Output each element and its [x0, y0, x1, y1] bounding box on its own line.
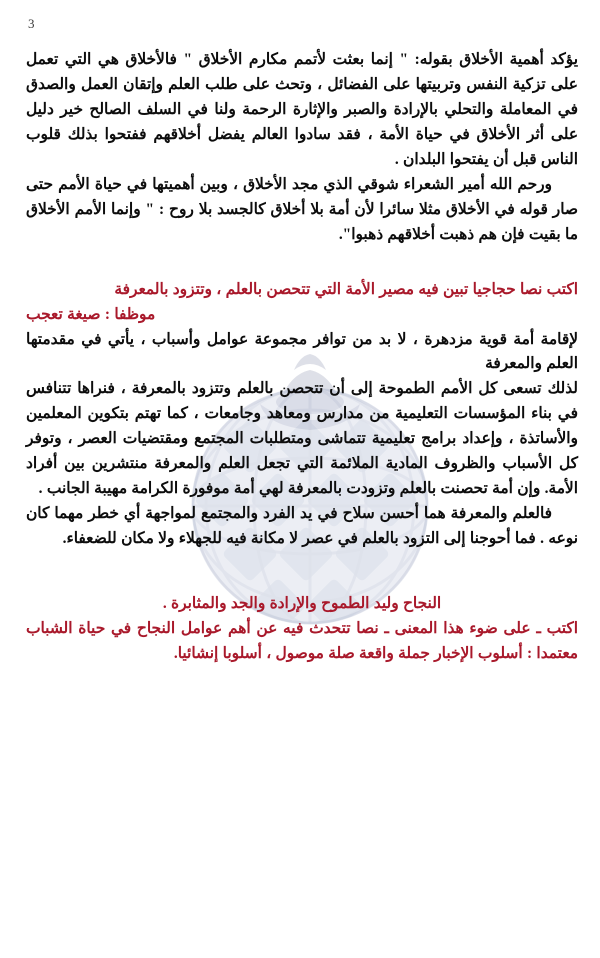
- answer-paragraph-1: لإقامة أمة قوية مزدهرة ، لا بد من توافر مجموعة عوامل وأسباب ، يأتي في مقدمتها العلم والمعرفة: [26, 330, 578, 373]
- prompt-2-line-1: النجاح وليد الطموح والإرادة والجد والمثابرة .: [162, 595, 442, 613]
- prompt-2-line-2: اكتب ـ على ضوء هذا المعنى ـ نصا تتحدث فيه عن أهم عوامل النجاح في حياة الشباب معتمدا : أسلوب الإخبار جملة واقعة صلة موصول ، أسلوبا إنشائيا.: [26, 620, 578, 663]
- page-number: 3: [28, 16, 35, 31]
- prompt-1-line-1: اكتب نصا حجاجيا تبين فيه مصير الأمة التي تتحصن بالعلم ، وتتزود بالمعرفة: [114, 280, 578, 298]
- answer-paragraph-3: فالعلم والمعرفة هما أحسن سلاح في يد الفرد والمجتمع لمواجهة أي خطر مهما كان نوعه . فما أحوجنا إلى التزود بالعلم في عصر لا مكانة فيه للجهلاء ولا مكان للضعفاء.: [26, 505, 578, 548]
- answer-paragraph-2: لذلك تسعى كل الأمم الطموحة إلى أن تتحصن بالعلم وتتزود بالمعرفة ، فنراها تتنافس في بناء المؤسسات التعليمية من مدارس ومعاهد وجامعات ، كما تهتم بتكوين المعلمين والأساتذة ، وإعداد برامج تعليمية تتماشى ومتطلبات المجتمع ومقتضيات العصر ، وتوفر كل الأسباب والظروف المادية الملائمة التي تجعل العلم والمعرفة منتشرين بين أفراد الأمة. وإن أمة تحصنت بالعلم وتزودت بالمعرفة لهي أمة موفورة الكرامة مهيبة الجانب .: [26, 380, 578, 498]
- body-paragraph-2: ورحم الله أمير الشعراء شوقي الذي مجد الأخلاق ، وبين أهميتها في حياة الأمم حتى صار قوله في الأخلاق مثلا سائرا لأن أمة بلا أخلاق كالجسد بلا روح : " وإنما الأمم الأخلاق ما بقيت فإن هم ذهبت أخلاقهم ذهبوا".: [26, 175, 578, 243]
- spacer: [26, 248, 578, 278]
- prompt-1-line-2: موظفا : صيغة تعجب: [26, 305, 156, 323]
- document-body: [0, 48, 600, 667]
- body-paragraph-1: يؤكد أهمية الأخلاق بقوله: " إنما بعثت لأتمم مكارم الأخلاق " فالأخلاق هي التي تعمل على تزكية النفس وتربيتها على الفضائل ، وتحث على طلب العلم وإتقان العمل والصدق في المعاملة والتحلي بالإرادة والصبر والإثارة الرحمة ولنا في السلف الصالح خير دليل على أثر الأخلاق في حياة الأمة ، فقد سادوا العالم يفضل أخلاقهم ففتحوا بذلك قلوب الناس قبل أن يفتحوا البلدان .: [26, 51, 578, 168]
- spacer: [26, 552, 578, 592]
